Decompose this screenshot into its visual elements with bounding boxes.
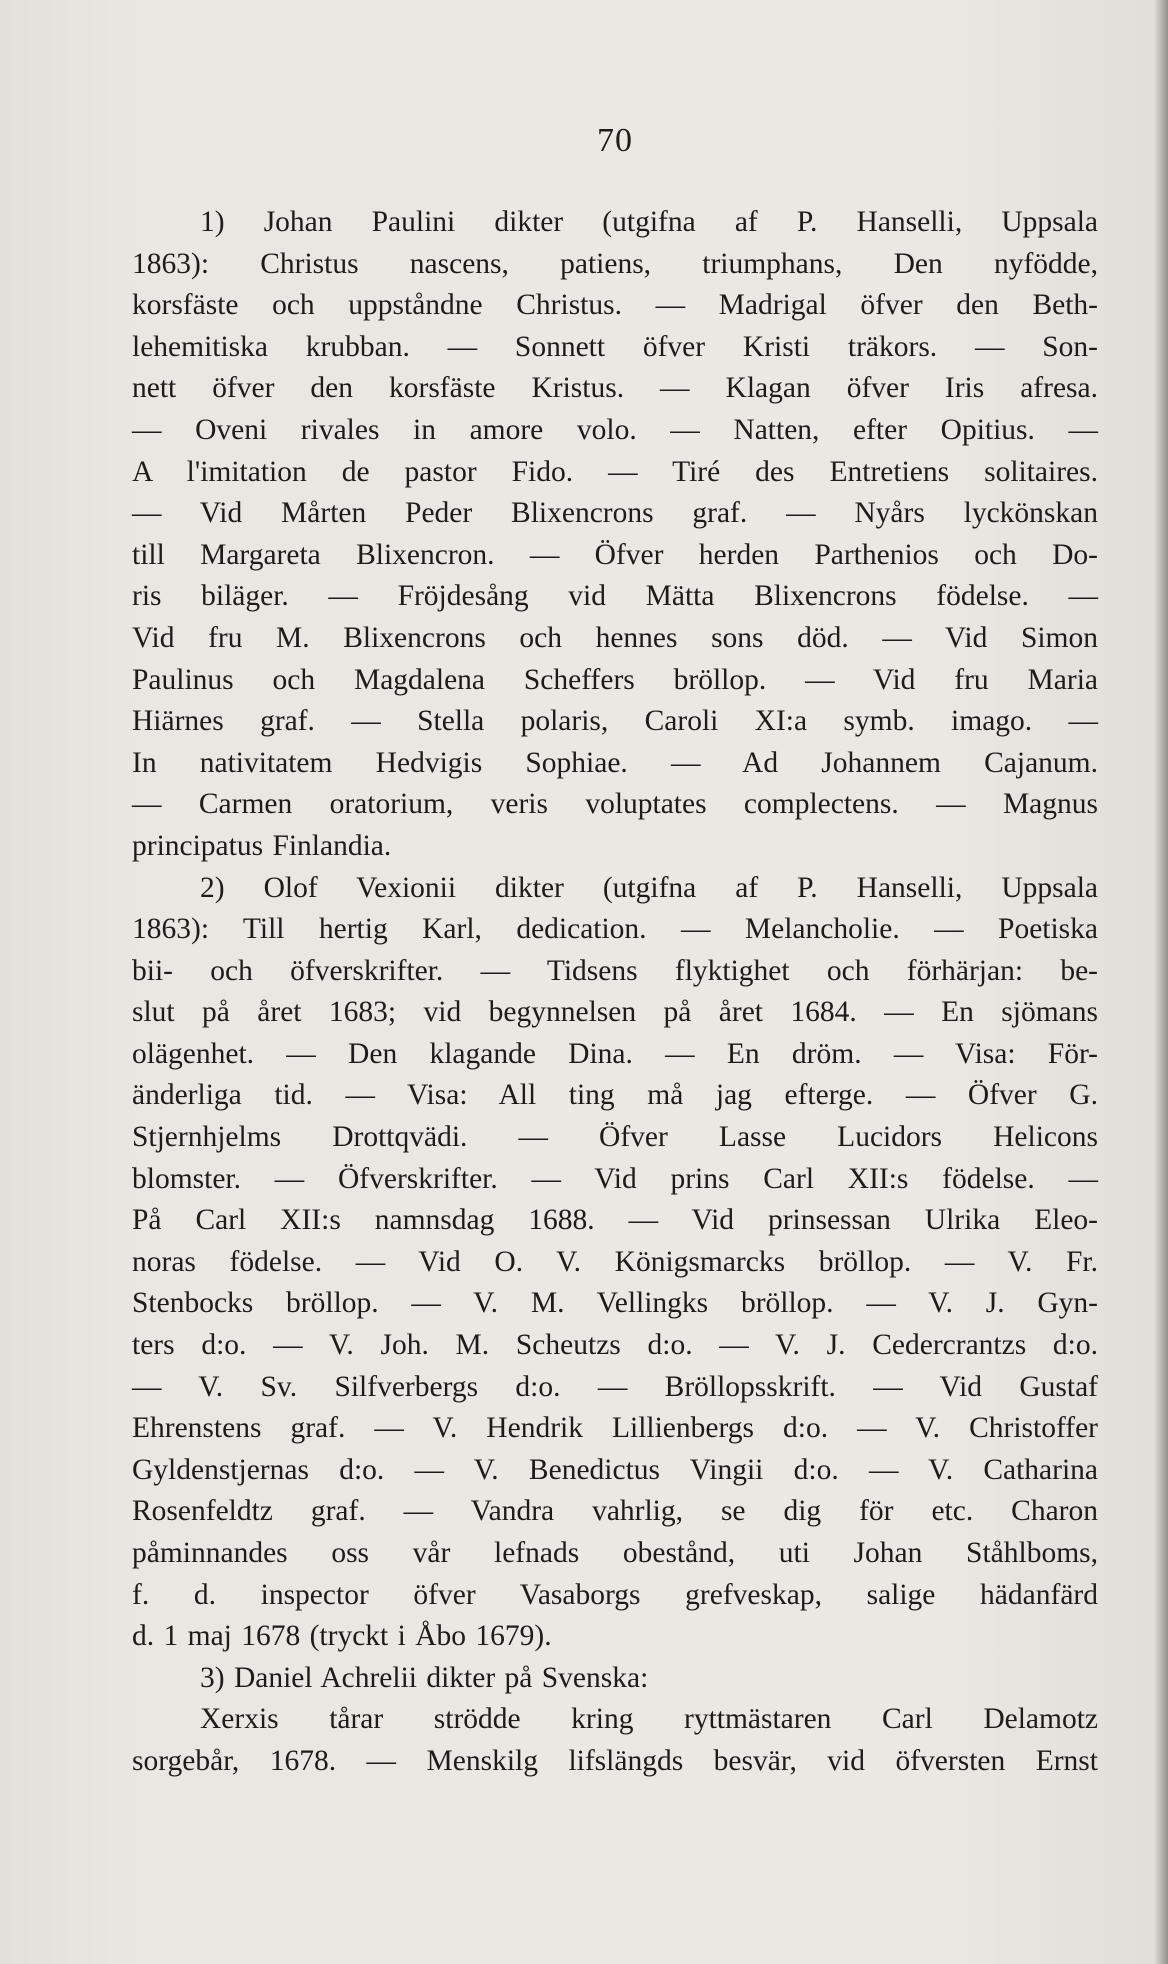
text-line-27: Stenbocks bröllop. — V. M. Vellingks bröllop. — V. J. Gyn- xyxy=(132,1287,1098,1320)
text-line-28: ters d:o. — V. Joh. M. Scheutzs d:o. — V. J. Cedercrantzs d:o. xyxy=(132,1329,1098,1362)
text-line-11: Vid fru M. Blixencrons och hennes sons död. — Vid Simon xyxy=(132,621,1098,654)
text-line-31: Gyldenstjernas d:o. — V. Benedictus Vingii d:o. — V. Catharina xyxy=(132,1453,1098,1486)
text-line-14: In nativitatem Hedvigis Sophiae. — Ad Johannem Cajanum. xyxy=(132,746,1098,779)
text-line-16: principatus Finlandia. xyxy=(132,829,392,862)
text-line-5: nett öfver den korsfäste Kristus. — Klagan öfver Iris afresa. xyxy=(132,372,1098,405)
text-line-34: f. d. inspector öfver Vasaborgs grefveskap, salige hädanfärd xyxy=(132,1578,1098,1611)
text-line-36: 3) Daniel Achrelii dikter på Svenska: xyxy=(200,1661,649,1694)
page-number: 70 xyxy=(597,122,633,159)
text-line-10: ris biläger. — Fröjdesång vid Mätta Blixencrons födelse. — xyxy=(132,580,1098,613)
text-line-30: Ehrenstens graf. — V. Hendrik Lillienbergs d:o. — V. Christoffer xyxy=(132,1412,1098,1445)
text-line-15: — Carmen oratorium, veris voluptates complectens. — Magnus xyxy=(132,788,1098,821)
text-line-35: d. 1 maj 1678 (tryckt i Åbo 1679). xyxy=(132,1620,552,1653)
text-line-9: till Margareta Blixencron. — Öfver herden Parthenios och Do- xyxy=(132,538,1098,571)
text-line-12: Paulinus och Magdalena Scheffers bröllop. — Vid fru Maria xyxy=(132,663,1098,696)
text-line-6: — Oveni rivales in amore volo. — Natten, efter Opitius. — xyxy=(132,413,1098,446)
body-text xyxy=(132,202,1098,1783)
text-line-13: Hiärnes graf. — Stella polaris, Caroli XI:a symb. imago. — xyxy=(132,705,1098,738)
text-line-1: 1) Johan Paulini dikter (utgifna af P. Hanselli, Uppsala xyxy=(200,206,1098,238)
text-line-17: 2) Olof Vexionii dikter (utgifna af P. Hanselli, Uppsala xyxy=(200,871,1098,904)
text-line-38: sorgebår, 1678. — Menskilg lifslängds besvär, vid öfversten Ernst xyxy=(132,1744,1098,1777)
page-edge-shadow xyxy=(1154,0,1168,1964)
text-line-25: På Carl XII:s namnsdag 1688. — Vid prinsessan Ulrika Eleo- xyxy=(132,1204,1098,1237)
text-line-18: 1863): Till hertig Karl, dedication. — Melancholie. — Poetiska xyxy=(132,913,1098,946)
text-line-3: korsfäste och uppståndne Christus. — Madrigal öfver den Beth- xyxy=(132,289,1098,322)
text-line-20: slut på året 1683; vid begynnelsen på året 1684. — En sjömans xyxy=(132,996,1098,1029)
text-line-33: påminnandes oss vår lefnads obestånd, uti Johan Ståhlboms, xyxy=(132,1537,1098,1569)
text-line-24: blomster. — Öfverskrifter. — Vid prins Carl XII:s födelse. — xyxy=(132,1162,1098,1195)
text-line-32: Rosenfeldtz graf. — Vandra vahrlig, se dig för etc. Charon xyxy=(132,1495,1098,1528)
text-line-19: bii- och öfverskrifter. — Tidsens flyktighet och förhärjan: be- xyxy=(132,954,1098,987)
text-line-7: A l'imitation de pastor Fido. — Tiré des Entretiens solitaires. xyxy=(132,455,1098,488)
text-line-26: noras födelse. — Vid O. V. Königsmarcks bröllop. — V. Fr. xyxy=(132,1245,1098,1278)
text-line-23: Stjernhjelms Drottqvädi. — Öfver Lasse Lucidors Helicons xyxy=(132,1121,1098,1154)
text-line-4: lehemitiska krubban. — Sonnett öfver Kristi träkors. — Son- xyxy=(132,330,1098,363)
text-line-29: — V. Sv. Silfverbergs d:o. — Bröllopsskrift. — Vid Gustaf xyxy=(132,1370,1098,1403)
text-line-2: 1863): Christus nascens, patiens, triumphans, Den nyfödde, xyxy=(132,247,1098,280)
text-line-37: Xerxis tårar strödde kring ryttmästaren Carl Delamotz xyxy=(200,1703,1098,1736)
text-line-8: — Vid Mårten Peder Blixencrons graf. — Nyårs lyckönskan xyxy=(132,497,1098,530)
text-line-22: änderliga tid. — Visa: All ting må jag efterge. — Öfver G. xyxy=(132,1079,1098,1112)
text-line-21: olägenhet. — Den klagande Dina. — En dröm. — Visa: För- xyxy=(132,1037,1098,1070)
